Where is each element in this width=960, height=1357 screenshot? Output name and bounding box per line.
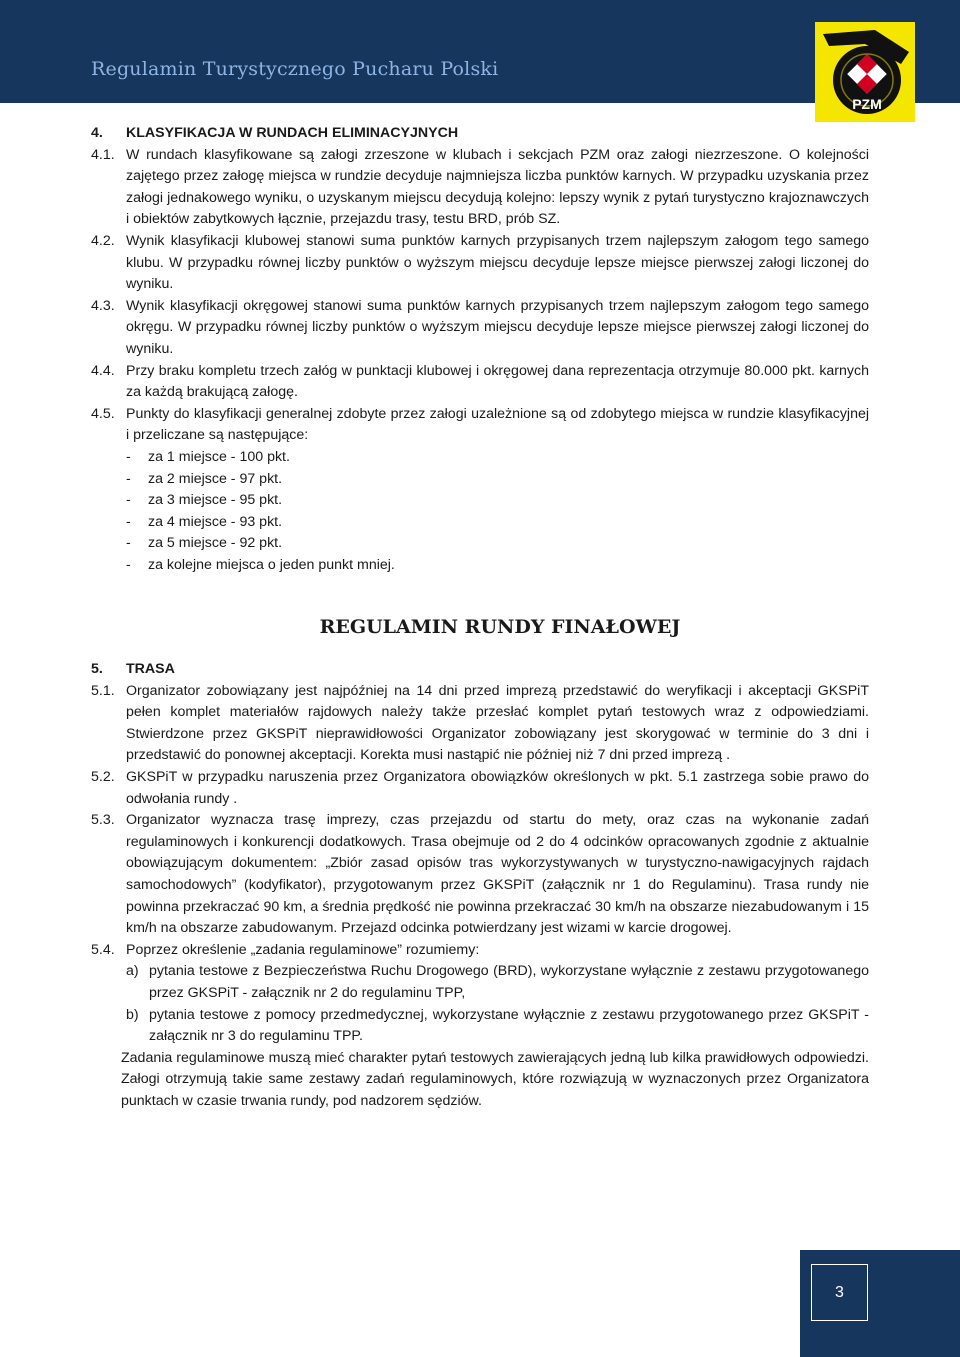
- list-dash: -: [126, 492, 131, 509]
- section-5-heading: [91, 659, 869, 681]
- sub-item-b: [126, 1005, 869, 1048]
- section-number: 4.: [91, 125, 103, 141]
- document-title: Regulamin Turystycznego Pucharu Polski: [91, 58, 499, 80]
- item-text: Poprzez określenie „zadania regulaminowe” rozumiemy:: [126, 941, 480, 958]
- list-dash: -: [126, 513, 131, 530]
- section-4-heading: [91, 123, 869, 145]
- item-text: Przy braku kompletu trzech załóg w punktacji klubowej i okręgowej dana reprezentacja otrzymuje 80.000 pkt. karnych za każdą brakującą załogę.: [126, 362, 869, 401]
- section-title: TRASA: [126, 661, 175, 678]
- sub-item-text: pytania testowe z pomocy przedmedycznej, wykorzystane wyłącznie z zestawu przygotowanego przez GKSPiT - załącznik nr 3 do regulaminu TPP.: [149, 1006, 869, 1045]
- item-5-2: [91, 767, 869, 810]
- item-text: Organizator wyznacza trasę imprezy, czas przejazdu od startu do mety, oraz czas na wykonanie zadań regulaminowych i konkurencji dodatkowych. Trasa obejmuje od 2 do 4 odcinków opracowanych zgodnie z aktualnie obowiązującym dokumentem: „Zbiór zasad opisów tras wykorzystywanych w turystyczno-nawigacyjnych rajdach samochodowych” (kodyfikator), przygotowanym przez GKSPiT (załącznik nr 1 do Regulaminu). Trasa rundy nie powinna przekraczać 90 km, a średnia prędkość nie powinna przekraczać 30 km/h na obszarze niezabudowanym i 15 km/h na obszarze zabudowanym. Przejazd odcinka potwierdzany jest wizami w karcie drogowej.: [126, 812, 869, 937]
- points-text: za 2 miejsce - 97 pkt.: [148, 470, 283, 487]
- item-5-4: [91, 940, 869, 962]
- points-list-item: [126, 533, 869, 555]
- item-4-2: [91, 231, 869, 296]
- points-list-item: [126, 447, 869, 469]
- points-list-item: [126, 512, 869, 534]
- item-text: W rundach klasyfikowane są załogi zrzeszone w klubach i sekcjach PZM oraz załogi niezrzeszone. O kolejności zajętego przez załogę miejsca w rundzie decyduje najmniejsza liczba punktów karnych. W przypadku uzyskania przez załogi jednakowego wyniku, o uzyskanym miejscu decydują kolejno: lepszy wynik z pytań turystyczno krajoznawczych i obiektów zabytkowych łącznie, przejazdu trasy, testu BRD, prób SZ.: [126, 146, 869, 228]
- item-4-5: [91, 404, 869, 447]
- points-list-item: [126, 490, 869, 512]
- item-number: 5.2.: [91, 769, 115, 786]
- logo-text: PZM: [852, 96, 882, 112]
- item-number: 4.1.: [91, 146, 115, 163]
- item-text: Organizator zobowiązany jest najpóźniej na 14 dni przed imprezą przedstawić do weryfikacji i akceptacji GKSPiT pełen komplet materiałów rajdowych należy także przesłać komplet pytań testowych wraz z odpowiedziami. Stwierdzone przez GKSPiT nieprawidłowości Organizator zobowiązany jest skorygować w terminie do 3 dni i przedstawić do ponownej akceptacji. Korekta musi nastąpić nie później niż 7 dni przed imprezą .: [126, 682, 869, 764]
- list-dash: -: [126, 535, 131, 552]
- list-dash: -: [126, 556, 131, 573]
- points-text: za 4 miejsce - 93 pkt.: [148, 513, 283, 530]
- points-text: za 5 miejsce - 92 pkt.: [148, 535, 283, 552]
- section-number: 5.: [91, 661, 103, 678]
- sub-item-label: a): [126, 963, 139, 980]
- sub-item-text: pytania testowe z Bezpieczeństwa Ruchu Drogowego (BRD), wykorzystane wyłącznie z zestawu przygotowanego przez GKSPiT - załącznik nr 2 do regulaminu TPP,: [149, 963, 869, 1001]
- item-number: 4.2.: [91, 232, 115, 249]
- points-text: za 3 miejsce - 95 pkt.: [148, 492, 283, 509]
- item-number: 5.3.: [91, 812, 115, 829]
- item-4-1: [91, 145, 869, 231]
- points-text: za kolejne miejsca o jeden punkt mniej.: [148, 556, 395, 573]
- item-number: 4.3.: [91, 297, 115, 314]
- item-number: 5.1.: [91, 682, 115, 699]
- points-list-item: [126, 555, 869, 577]
- item-4-3: [91, 296, 869, 361]
- list-dash: -: [126, 448, 131, 465]
- item-number: 4.5.: [91, 405, 115, 422]
- document-body: [91, 123, 869, 1113]
- section-title: KLASYFIKACJA W RUNDACH ELIMINACYJNYCH: [126, 125, 459, 141]
- item-5-3: [91, 810, 869, 940]
- item-text: GKSPiT w przypadku naruszenia przez Organizatora obowiązków określonych w pkt. 5.1 zastrzega sobie prawo do odwołania rundy .: [126, 769, 869, 807]
- item-number: 4.4.: [91, 362, 115, 379]
- sub-item-label: b): [126, 1006, 139, 1023]
- item-text: Punkty do klasyfikacji generalnej zdobyte przez załogi uzależnione są od zdobytego miejsca w rundzie klasyfikacyjnej i przeliczane są następujące:: [126, 405, 869, 444]
- points-list-item: [126, 469, 869, 491]
- item-number: 5.4.: [91, 941, 115, 958]
- item-4-4: [91, 361, 869, 404]
- closing-paragraph: Zadania regulaminowe muszą mieć charakter pytań testowych zawierających jedną lub kilka prawidłowych odpowiedzi. Załogi otrzymują takie same zestawy zadań regulaminowych, które rozwiązują w wyznaczonych przez Organizatora punktach w czasie trwania rundy, pod nadzorem sędziów.: [121, 1049, 869, 1109]
- list-dash: -: [126, 470, 131, 487]
- item-text: Wynik klasyfikacji okręgowej stanowi suma punktów karnych przypisanych trzem najlepszym załogom tego samego okręgu. W przypadku równej liczby punktów o wyższym miejscu decyduje lepsze miejsce pierwszej załogi liczonej do wyniku.: [126, 297, 869, 357]
- page-number: 3: [811, 1264, 868, 1321]
- points-text: za 1 miejsce - 100 pkt.: [148, 448, 290, 465]
- final-round-title: REGULAMIN RUNDY FINAŁOWEJ: [319, 616, 681, 639]
- pzm-logo: [815, 22, 915, 122]
- item-text: Wynik klasyfikacji klubowej stanowi suma punktów karnych przypisanych trzem najlepszym załogom tego samego klubu. W przypadku równej liczby punktów o wyższym miejscu decyduje lepsze miejsce pierwszej załogi liczonej do wyniku.: [126, 232, 869, 293]
- sub-item-a: [126, 961, 869, 1004]
- item-5-1: [91, 681, 869, 767]
